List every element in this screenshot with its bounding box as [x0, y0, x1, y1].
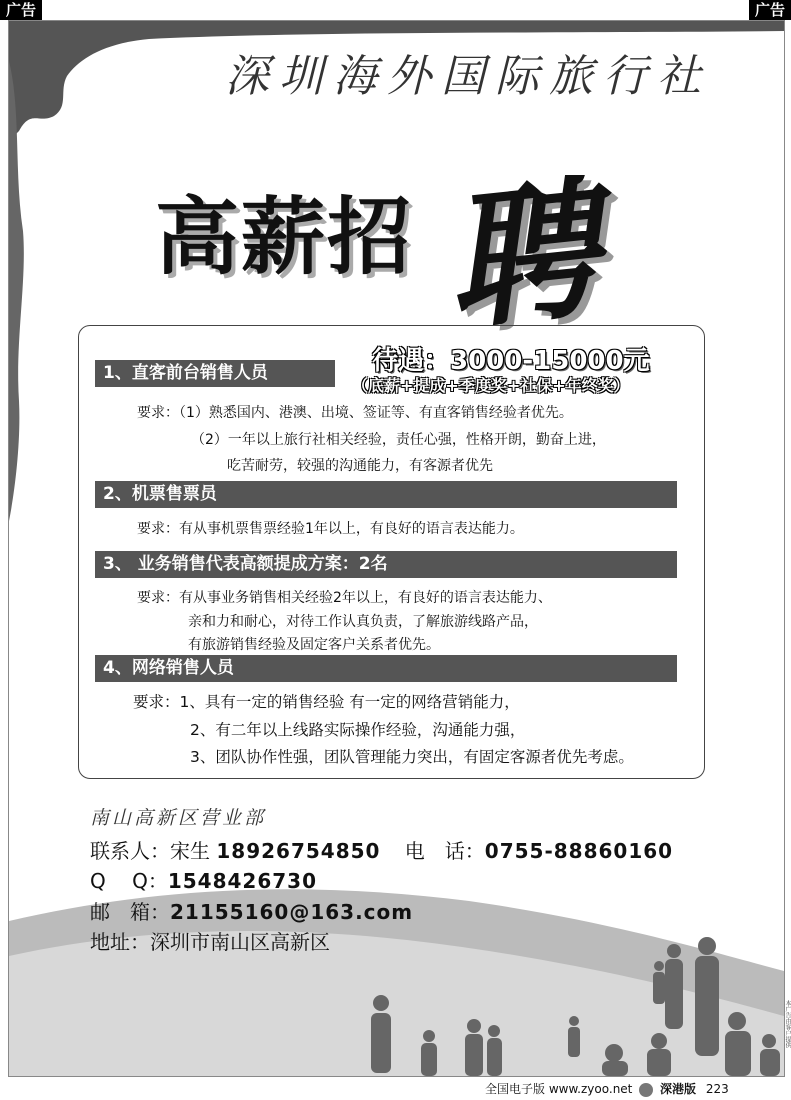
page-number: 223 [705, 1082, 729, 1096]
section-4-line-3: 3、团队协作性强，团队管理能力突出，有固定客源者优先考虑。 [190, 748, 634, 766]
qq-label: Q Q： [90, 869, 168, 893]
section-3-line-3: 有旅游销售经验及固定客户关系者优先。 [188, 637, 440, 653]
email-label: 邮 箱： [90, 900, 170, 924]
section-title-1: 1、直客前台销售人员 [95, 360, 335, 387]
site-logo-icon [639, 1083, 653, 1097]
section-title-4: 4、网络销售人员 [95, 655, 677, 682]
headline-script-char: 聘 [437, 160, 606, 352]
contact-qq: 1548426730 [167, 869, 318, 893]
section-title-3: 3、 业务销售代表高额提成方案：2名 [95, 551, 677, 578]
contact-person-label: 联系人： [90, 839, 170, 863]
company-name: 深圳海外国际旅行社 [225, 51, 711, 102]
branch-name: 南山高新区营业部 [90, 807, 267, 829]
ad-label-left: 广告 [0, 0, 42, 20]
silhouette-head [762, 1034, 776, 1048]
silhouette-body [653, 972, 665, 1004]
silhouette-head [698, 937, 716, 955]
silhouette-body [602, 1061, 628, 1076]
contact-phone: 0755-88860160 [484, 839, 674, 863]
section-1-line-1: 要求：（1）熟悉国内、港澳、出境、签证等、有直客销售经验者优先。 [137, 405, 573, 421]
silhouette-head [651, 1033, 667, 1049]
contact-person: 宋生 [170, 839, 210, 863]
silhouette-head [569, 1016, 579, 1026]
section-3-line-1: 要求：有从事业务销售相关经验2年以上，有良好的语言表达能力、 [137, 590, 552, 606]
footer-edition: 全国电子版 [485, 1082, 546, 1096]
side-note: 本广告由客户提供 [784, 1000, 791, 1048]
silhouette-body [487, 1038, 502, 1076]
footer-site: www.zyoo.net [548, 1082, 633, 1096]
silhouette-head [667, 944, 681, 958]
section-4-line-2: 2、有二年以上线路实际操作经验，沟通能力强， [190, 721, 526, 739]
ink-brush-left-edge [9, 61, 24, 521]
section-1-line-2: （2）一年以上旅行社相关经验，责任心强，性格开朗，勤奋上进， [191, 432, 606, 448]
phone-label: 电 话： [404, 839, 485, 863]
silhouette-head [467, 1019, 481, 1033]
email-row [90, 896, 413, 925]
section-2-line-1: 要求：有从事机票售票经验1年以上，有良好的语言表达能力。 [137, 521, 524, 537]
footer-version: 深港版 [660, 1082, 697, 1096]
silhouette-body [760, 1049, 780, 1076]
silhouette-body [465, 1034, 483, 1076]
contact-mobile: 18926754850 [216, 839, 381, 863]
headline: 高薪招 [155, 188, 414, 286]
silhouette-head [423, 1030, 435, 1042]
contact-email: 21155160@163.com [170, 900, 414, 924]
silhouette-head [654, 961, 664, 971]
silhouette-body [568, 1027, 580, 1057]
silhouette-head [728, 1012, 746, 1030]
section-4-line-1: 要求：1、具有一定的销售经验 有一定的网络营销能力， [133, 693, 520, 711]
silhouette-body [725, 1031, 751, 1076]
section-3-line-2: 亲和力和耐心，对待工作认真负责，了解旅游线路产品， [188, 614, 538, 630]
ad-label-right: 广告 [749, 0, 791, 20]
silhouette-body [695, 956, 719, 1056]
qq-row [90, 865, 317, 894]
benefits-banner: （底薪+提成+季度奖+社保+年终奖） [352, 376, 630, 395]
silhouette-head [605, 1044, 623, 1062]
section-title-2: 2、机票售票员 [95, 481, 677, 508]
silhouette-body [421, 1043, 437, 1076]
silhouette-body [371, 1013, 391, 1073]
contact-person-row [90, 835, 673, 864]
silhouette-body [665, 959, 683, 1029]
section-1-line-3: 吃苦耐劳，较强的沟通能力，有客源者优先 [227, 458, 493, 474]
silhouette-head [488, 1025, 500, 1037]
silhouette-head [373, 995, 389, 1011]
salary-banner: 待遇：3000-15000元 [372, 346, 650, 376]
silhouette-body [647, 1049, 671, 1076]
footer [485, 1080, 729, 1097]
address-row: 地址：深圳市南山区高新区 [90, 930, 330, 954]
